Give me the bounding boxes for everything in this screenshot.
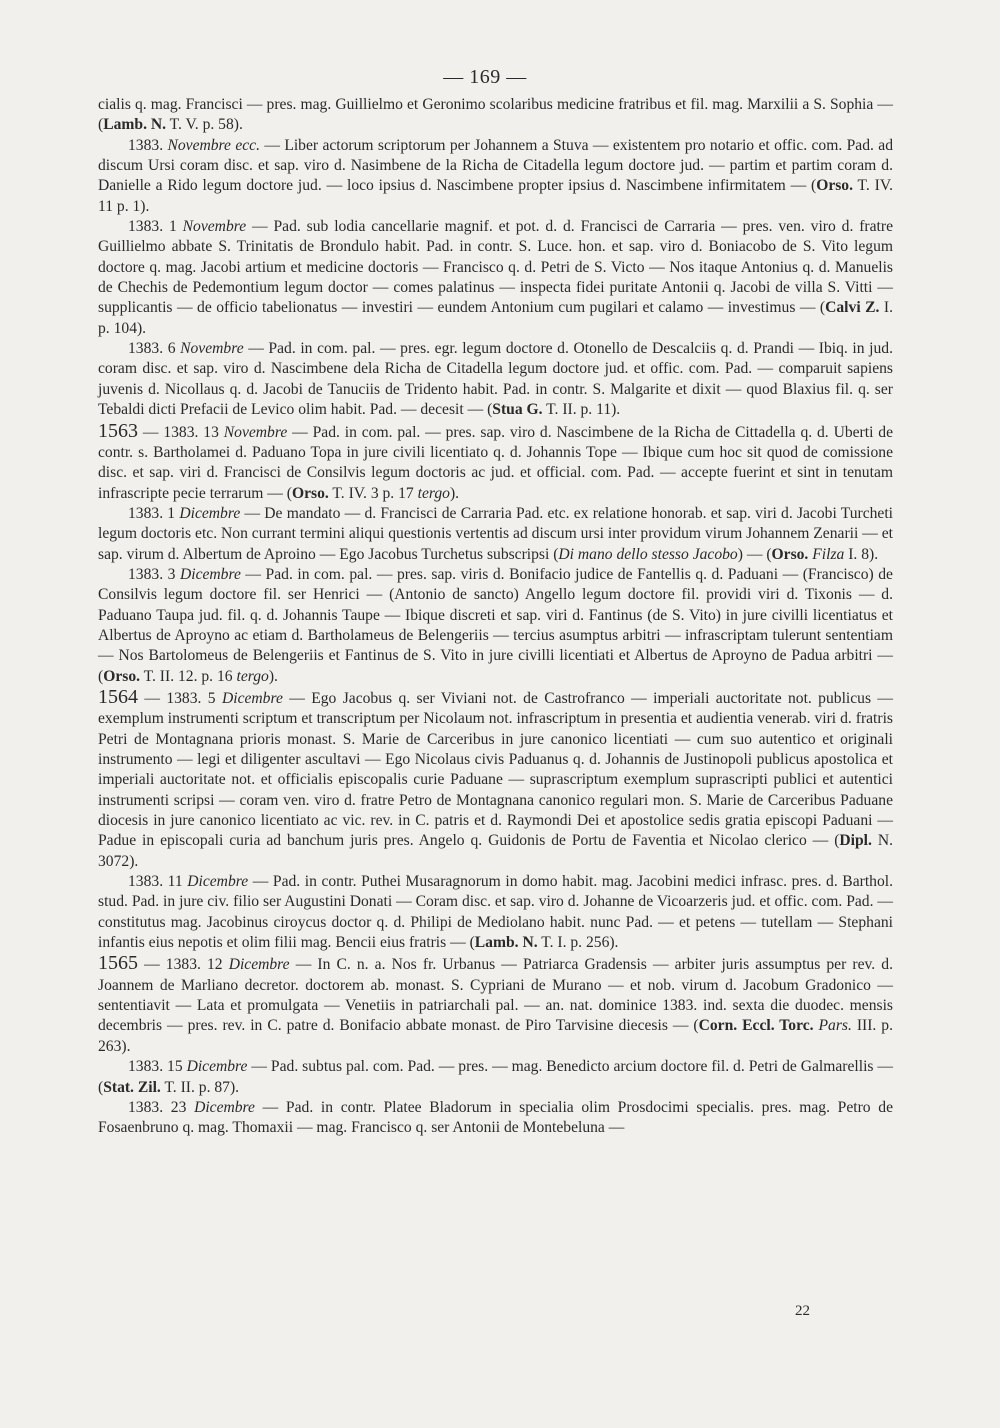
italic-text: Dicembre [194,1098,255,1116]
archive-reference: Dipl. [839,832,872,850]
body-text: T. II. p. 87). [160,1078,240,1096]
body-text: — Pad. in contr. Platee Bladorum in specialia olim Prosdocimi specialis. pres. mag. Petro de Fosaenbruno q. mag. Thomaxii — mag. Francisco q. ser Antonii de Montebeluna — [98,1098,893,1137]
entry-paragraph [98,1057,893,1098]
italic-text: Dicembre [228,956,290,974]
body-text: — 1383. 5 [138,689,222,707]
entry-paragraph [98,136,893,217]
page-number: — 169 — [443,66,527,88]
body-text: 1383. 23 [128,1098,195,1116]
italic-text: tergo [236,667,269,685]
document-number: 1563 [98,419,138,442]
archive-reference: Stua G. [492,401,543,419]
entry-paragraph [98,687,893,872]
italic-text: Dicembre [221,689,283,707]
signature-mark: 22 [795,1303,810,1319]
entry-paragraph [98,217,893,339]
body-text: ). [449,484,460,502]
italic-text: Pars. [818,1017,852,1035]
entry-paragraph [98,565,893,687]
italic-text: Novembre [180,340,244,358]
italic-text: Dicembre [179,504,241,522]
italic-text: Novembre [182,218,247,236]
body-text: 1383. 6 [128,340,181,358]
italic-text: Dicembre [179,565,241,583]
body-text: — Pad. in com. pal. — pres. egr. legum doctore d. Otonello de Descalciis q. d. Prandi — Ibiq. in jud. coram disc. et sap. viro d. Nascimbene dela Richa de Citadella legum doctore jud. et offic. com. Pad. — comparuit sapiens juvenis d. Nicollaus q. d. Jacobi de Tanuciis de Tridento habit. Pad. in contr. S. Malgarite et dixit — quod Blaxius fil. q. ser Tebaldi dicti Prefacii de Levico olim habit. Pad. — decesit — ( [98,340,893,419]
italic-text: tergo [417,484,450,502]
entry-paragraph [98,872,893,953]
body-text: — De mandato — d. Francisci de Carraria Pad. etc. ex relatione honorab. et sap. viri d. Jacobi Turcheti legum doctoris etc. Non currant termini aliqui questionis vertentis ad discum ursi inter providum virum Johannem Zenarii — et sap. virum d. Albertum de Aproino — Ego Jacobus Turchetus subscripsi ( [98,504,893,563]
body-text: 1383. 15 [128,1058,187,1076]
archive-reference: Orso. [816,177,854,195]
archive-reference: Lamb. N. [103,116,167,134]
archive-reference: Stat. Zil. [103,1078,161,1096]
body-text: — In C. n. a. Nos fr. Urbanus — Patriarca Gradensis — arbiter juris assumptus per rev. d. Joannem de Marliano decretor. doctorem ab. monast. S. Cypriani de Murano — et nob. virum d. Jacobum Gradonico — sententiavit — Lata et promulgata — Venetiis in patriarchali pal. — an. nat. dominice 1383. ind. sexta die duodec. mensis decembris — pres. rev. in C. patre d. Bonifacio abbate monast. de Piro Tarvisine diecesis — ( [98,956,893,1035]
italic-text: Di mano dello stesso Jacobo [558,545,738,563]
entry-paragraph [98,95,893,136]
body-text: 1383. 11 [128,873,188,891]
italic-text: Novembre ecc. [167,136,260,154]
body-text: 1383. [128,136,168,154]
body-text: cialis q. mag. Francisci — pres. mag. Guillielmo et Geronimo scolaribus medicine fratribus et fil. mag. Marxilii a S. Sophia — ( [98,96,893,134]
body-text: — 1383. 13 [138,423,224,441]
archive-reference: Orso. [291,484,329,502]
body-text: 1383. 1 [128,218,183,236]
body-text: — Pad. in contr. Puthei Musaragnorum in domo habit. mag. Jacobini medici infrasc. pres. d. Barthol. stud. Pad. in jure civ. filio ser Augustini Donati — Coram disc. et sap. viro d. Johanne de Vicoarzeris jud. et offic. com. Pad. — constitutus mag. Jacobinus ciroycus doctor q. d. Philipi de Mediolano habit. nunc Pad. — et petens — tutellam — Stephani infantis eius nepotis et olim filii mag. Bencii eius fratris — ( [98,873,893,952]
body-text: — Pad. in com. pal. — pres. sap. viro d. Nascimbene de la Richa de Cittadella q. d. Uberti de contr. s. Bartholamei d. Paduano Topa in jure civili licentiato q. d. Johannis Tope — Ibique cum hoc sit quod de comissione disc. et sap. viri d. Francisci de Consilvis legum doctoris ac jud. et official. com. Pad. — accepte fuerint et sint in tenutam infrascripte pecie terrarum — ( [98,423,893,502]
entry-paragraph [98,953,893,1057]
body-text: III. p. 263). [98,1017,893,1055]
document-number: 1565 [98,952,138,975]
body-text: 1383. 3 [128,565,180,583]
body-text: — 1383. 12 [138,956,229,974]
body-text: I. p. 104). [98,299,893,337]
italic-text: Dicembre [186,1058,248,1076]
entry-paragraph [98,339,893,420]
body-text: — Pad. in com. pal. — pres. sap. viris d. Bonifacio judice de Fantellis q. d. Paduani — (Francisco) de Consilvis legum doctore fil. ser Henrici — (Antonio de sancto) Angello legum doctore fil. providi viri d. Tixonis — d. Paduano Taupa jud. fil. q. d. Johannis Taupe — Ibique discreti et sap. viri d. Fantinus (de S. Vito) in jure civilli licentiatus et Albertus de Aproyno ac etiam d. Bartholameus de Belengeriis — tercius asumptus arbitri — infrascriptam tulerunt sententiam — Nos Bartolomeus de Belengeriis et Fantinus de S. Vito in jure civilli licentiati et Albertus de Aproyno de Padua arbitri — ( [98,565,893,685]
body-text: T. IV. 11 p. 1). [98,177,893,215]
body-text: T. V. p. 58). [166,116,243,134]
body-text: I. 8). [844,545,879,563]
body-text: — Liber actorum scriptorum per Johannem a Stuva — existentem pro notario et offic. com. Pad. ad discum Ursi coram disc. et sap. viro d. Nasimbene de la Richa de Citadella legum doctore jud. — partim et partim coram d. Danielle a Rido legum doctore jud. — loco ipsius d. Nascimbene propter ipsius d. Nascimbene infirmitatem — ( [98,136,893,195]
body-text: 1383. 1 [128,504,180,522]
document-body [98,95,893,1139]
body-text: ) — ( [737,545,772,563]
entry-paragraph [98,1098,893,1139]
archive-reference: Corn. Eccl. Torc. [698,1017,814,1035]
body-text: — Ego Jacobus q. ser Viviani not. de Castrofranco — imperiali auctoritate not. publicus — exemplum instrumenti scriptum et transcriptum per Nicolaum not. infrascriptum in presentia et audientia venerab. viri d. fratris Petri de Montagnana prioris monast. S. Marie de Carceribus in jure canonico licentiati — cum suo autentico et originali instrumento — legi et diligenter ascultavi — Ego Nicolaus civis Paduanus q. d. Johannis de Justinopoli publicus apostolica et imperiali auctoritate not. et officialis episcopalis curie Paduane — suprascriptum exemplum suprascripti publici et autentici instrumenti scripsi — coram ven. viro d. fratre Petro de Montagnana canonico regulari mon. S. Marie de Carceribus Paduane diocesis in jure canonico licentiato ac vic. rev. in C. patris et d. Raymondi Dei et apostolice sedis gratia episcopi Paduani — Padue in episcopali curia ad banchum juris pres. Angelo q. Guidonis de Portu de Faventia et Nicolao clerico — ( [98,689,893,850]
archive-reference: Orso. [771,545,809,563]
entry-paragraph [98,421,893,504]
body-text: ). [268,667,278,685]
italic-text: Dicembre [187,873,249,891]
entry-paragraph [98,504,893,565]
document-number: 1564 [98,685,138,708]
italic-text: Filza [812,545,845,563]
body-text: — Pad. subtus pal. com. Pad. — pres. — mag. Benedicto arcium doctore fil. d. Petri de Galmarellis — ( [98,1058,894,1096]
body-text: T. I. p. 256). [537,934,619,952]
body-text: — Pad. sub lodia cancellarie magnif. et pot. d. d. Francisci de Carraria — pres. ven. viro d. fratre Guillielmo abbate S. Trinitatis de Brondulo habit. Pad. in contr. S. Luce. hon. et sap. viro d. Boniacobo de S. Vito legum doctore q. mag. Jacobi artium et medicine doctoris — Francisco q. d. Petri de S. Victo — Nos itaque Antonius q. d. Manuelis de Chechis de Pedemontium legum doctor — comes palatinus — inspecta fidei puritate Antonii q. Jacobi de villa S. Vitti — supplicantis — de officio tabelionatus — investiri — eundem Antonium cum pugilari et calamo — investimus — ( [98,218,893,317]
archive-reference: Calvi Z. [825,299,880,317]
body-text: N. 3072). [98,832,893,870]
archive-reference: Lamb. N. [474,934,538,952]
body-text: T. II. p. 11). [542,401,621,419]
body-text: T. IV. 3 p. 17 [328,484,418,502]
italic-text: Novembre [223,423,288,441]
body-text: T. II. 12. p. 16 [140,667,237,685]
archive-reference: Orso. [103,667,141,685]
